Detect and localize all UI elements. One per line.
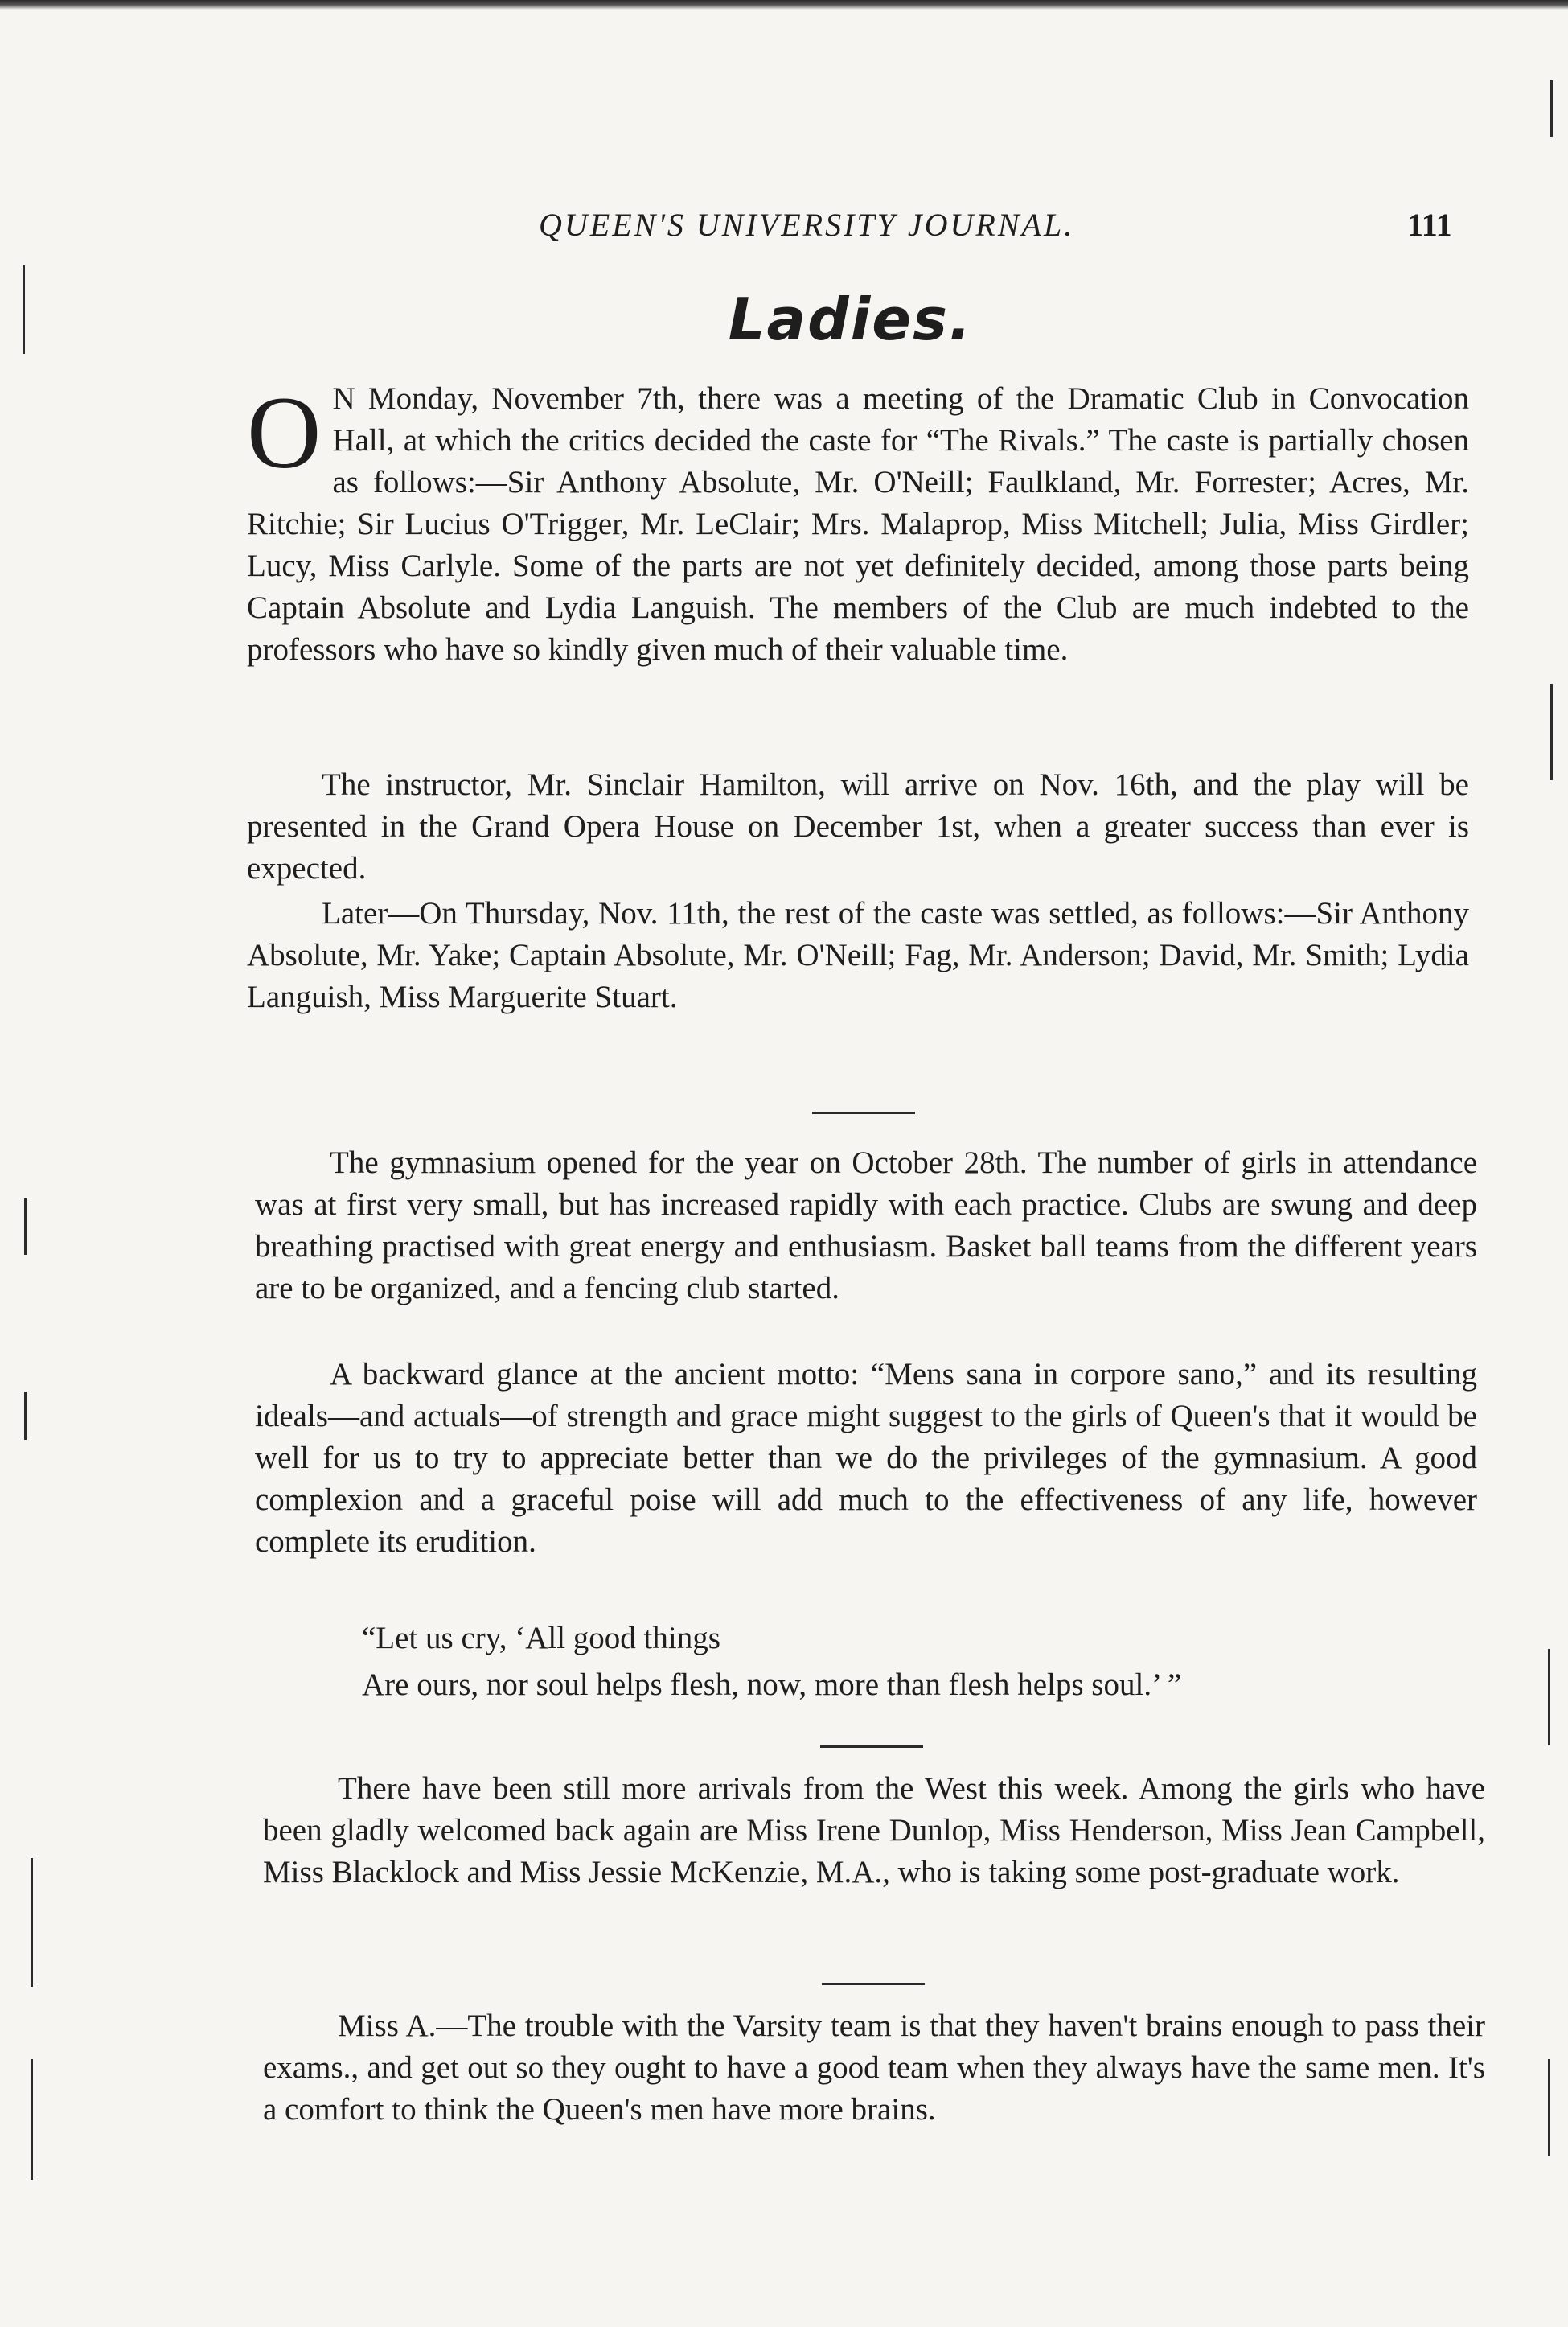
margin-mark bbox=[31, 2059, 33, 2180]
margin-mark bbox=[1548, 1649, 1550, 1745]
margin-mark bbox=[1550, 80, 1553, 137]
running-title: QUEEN'S UNIVERSITY JOURNAL. bbox=[539, 207, 1075, 243]
page-header bbox=[241, 206, 1463, 254]
paragraph-motto: A backward glance at the ancient motto: “Mens sana in corpore sano,” and its resulting ideals—and actuals—of strength and grace might suggest to the girls of Queen's that it would be well for us to try to appreciate better than we do the privileges of the gymnasium. A good complexion and a graceful poise will add much to the effectiveness of any life, however complete its erudition. bbox=[255, 1357, 1477, 1559]
paragraph-varsity: Miss A.—The trouble with the Varsity team is that they haven't brains enough to pass their exams., and get out so they ought to have a good team when they always have the same men. It's a comfort to think the Queen's men have more brains. bbox=[263, 2008, 1485, 2127]
paragraph-later-caste: Later—On Thursday, Nov. 11th, the rest of the caste was settled, as follows:—Sir Anthony Absolute, Mr. Yake; Captain Absolute, Mr. O'Neill; Fag, Mr. Anderson; David, Mr. Smith; Lydia Languish, Miss Marguerite Stuart. bbox=[247, 896, 1469, 1014]
margin-mark bbox=[1548, 2059, 1550, 2156]
section-divider bbox=[820, 1745, 923, 1748]
margin-mark bbox=[31, 1858, 33, 1987]
verse-line: Are ours, nor soul helps flesh, now, more than flesh helps soul.’ ” bbox=[362, 1667, 1182, 1702]
margin-mark bbox=[24, 1392, 27, 1440]
paragraph-arrivals: There have been still more arrivals from the West this week. Among the girls who have been gladly welcomed back again are Miss Irene Dunlop, Miss Henderson, Miss Jean Campbell, Miss Blacklock and Miss Jessie McKenzie, M.A., who is taking some post-graduate work. bbox=[263, 1771, 1485, 1889]
paragraph-text: N Monday, November 7th, there was a meeting of the Dramatic Club in Convocation Hall, at which the critics decided the caste for “The Rivals.” The caste is partially chosen as follows:—Sir Anthony Absolute, Mr. O'Neill; Faulkland, Mr. Forrester; Acres, Mr. Ritchie; Sir Lucius O'Trigger, Mr. LeClair; Mrs. Malaprop, Miss Mitchell; Julia, Miss Girdler; Lucy, Miss Carlyle. Some of the parts are not yet definitely decided, among those parts being Captain Absolute and Lydia Languish. The members of the Club are much indebted to the professors who have so kindly given much of their valuable time. bbox=[247, 381, 1469, 667]
drop-cap: O bbox=[247, 376, 322, 490]
paragraph-gymnasium: The gymnasium opened for the year on October 28th. The number of girls in attendance was at first very small, but has increased rapidly with each practice. Clubs are swung and deep breathing practised with great energy and enthusiasm. Basket ball teams from the different years are to be organized, and a fencing club started. bbox=[255, 1145, 1477, 1305]
page-top-edge bbox=[0, 0, 1568, 10]
paragraph-dramatic-club bbox=[247, 378, 1469, 671]
margin-mark bbox=[24, 1198, 27, 1255]
paragraph-instructor: The instructor, Mr. Sinclair Hamilton, will arrive on Nov. 16th, and the play will be presented in the Grand Opera House on December 1st, when a greater success than ever is expected. bbox=[247, 767, 1469, 886]
page-number: 111 bbox=[1407, 207, 1452, 243]
section-divider bbox=[822, 1983, 925, 1985]
margin-mark bbox=[1550, 684, 1553, 780]
verse-line: “Let us cry, ‘All good things bbox=[362, 1621, 720, 1655]
section-divider bbox=[812, 1112, 915, 1114]
section-title: Ladies. bbox=[728, 286, 973, 353]
